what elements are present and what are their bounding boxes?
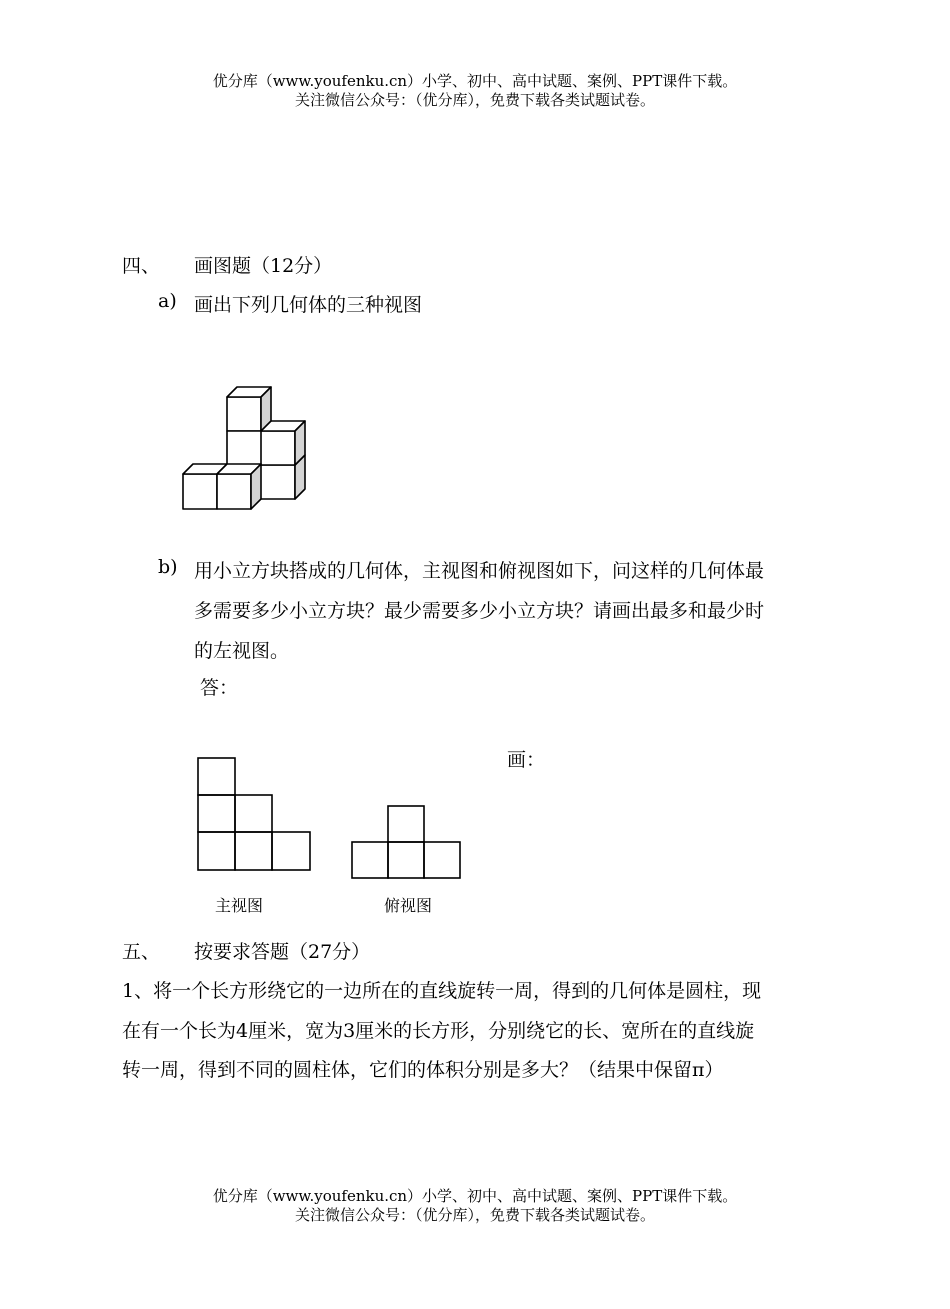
question-a-marker: a) <box>158 290 177 312</box>
header-line-1: 优分库（www.youfenku.cn）小学、初中、高中试题、案例、PPT课件下载。 <box>212 72 738 90</box>
top-view-square <box>424 842 460 878</box>
top-view-square <box>388 842 424 878</box>
front-view-caption: 主视图 <box>215 896 264 915</box>
top-view-square <box>352 842 388 878</box>
question-1-line-1: 1、将一个长方形绕它的一边所在的直线旋转一周，得到的几何体是圆柱，现 <box>122 980 762 1002</box>
draw-label: 画： <box>507 749 546 771</box>
section-4-number: 四、 <box>122 255 161 277</box>
question-b-line-1: 用小立方块搭成的几何体，主视图和俯视图如下，问这样的几何体最 <box>194 560 765 582</box>
section-4-title: 画图题（12分） <box>194 255 333 277</box>
question-b-line-2: 多需要多少小立方块？最少需要多少小立方块？请画出最多和最少时 <box>194 600 765 622</box>
footer-line-2: 关注微信公众号：（优分库），免费下载各类试题试卷。 <box>294 1206 655 1224</box>
section-5-number: 五、 <box>122 941 161 963</box>
section-5-title: 按要求答题（27分） <box>194 941 371 963</box>
question-a-text: 画出下列几何体的三种视图 <box>194 294 423 316</box>
top-view-caption: 俯视图 <box>384 896 433 915</box>
top-view-square <box>388 806 424 842</box>
header-line-2: 关注微信公众号：（优分库），免费下载各类试题试卷。 <box>294 91 655 109</box>
answer-label: 答： <box>200 677 239 699</box>
question-1-line-2: 在有一个长为4厘米，宽为3厘米的长方形，分别绕它的长、宽所在的直线旋 <box>122 1020 755 1042</box>
question-1-line-3: 转一周，得到不同的圆柱体，它们的体积分别是多大？（结果中保留π） <box>122 1059 724 1081</box>
question-b-marker: b) <box>158 556 178 578</box>
footer-line-1: 优分库（www.youfenku.cn）小学、初中、高中试题、案例、PPT课件下载。 <box>212 1187 738 1205</box>
question-b-line-3: 的左视图。 <box>194 640 290 662</box>
